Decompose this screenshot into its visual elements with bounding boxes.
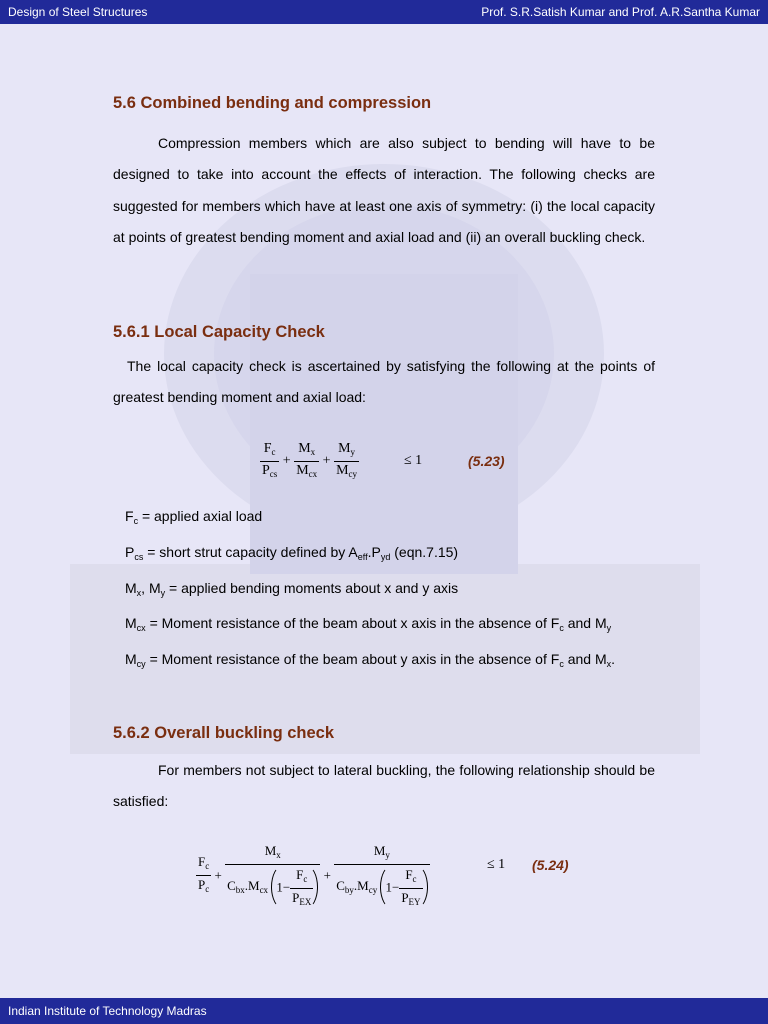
definition-mcx: $M_{cx}$ = Moment resistance of the beam about x axis in the absence of $F_c$ and $M_y$ — [125, 615, 612, 633]
authors: Prof. S.R.Satish Kumar and Prof. A.R.Santha Kumar — [481, 5, 760, 19]
section-heading-5-6-2: 5.6.2 Overall buckling check — [113, 724, 335, 742]
definition-pcs: $P_{cs}$ = short strut capacity defined by $A_{eff}.P_{yd}$ (eqn.7.15) — [125, 544, 459, 562]
paragraph-5-6-2: For members not subject to lateral buckling, the following relationship should be satisfied: — [113, 762, 655, 810]
section-heading-5-6: 5.6 Combined bending and compression — [113, 94, 432, 112]
paragraph-5-6: Compression members which are also subject to bending will have to be designed to take into account the effects of interaction. The following checks are suggested for members which have at least one axis of symmetry: (i) the local capacity at points of greatest bending moment and axial load and (ii) an overall buckling check. — [113, 135, 655, 245]
institute-name: Indian Institute of Technology Madras — [8, 1004, 207, 1018]
equation-5-24-inequality: ≤ 1 — [487, 857, 506, 872]
equation-5-23: $\frac{F_c}{P_{cs}}$ + $\frac{M_x}{M_{cx}}$ + $\frac{M_y}{M_{cy}}$ — [260, 440, 359, 483]
definition-mx-my: $M_x$, $M_y$ = applied bending moments about x and y axis — [125, 580, 459, 598]
course-title: Design of Steel Structures — [8, 5, 148, 19]
definition-fc: $F_c$ = applied axial load — [125, 508, 263, 526]
definition-mcy: $M_{cy}$ = Moment resistance of the beam about y axis in the absence of $F_c$ and $M_x$. — [125, 651, 616, 669]
equation-number-5-24: (5.24) — [532, 857, 569, 873]
equation-5-24: $\frac{F_c}{P_c}$ + $M_x$ $C_{bx}.M_{cx}$ 1− $\frac{F_c}{P_{EX}}$ + $M_y$ $C_{by}.M_{cy}$ 1− $\frac{F_c}{P_{EY}}$ — [196, 842, 430, 909]
equation-5-23-inequality: ≤ 1 — [404, 453, 423, 468]
section-heading-5-6-1: 5.6.1 Local Capacity Check — [113, 323, 325, 341]
paragraph-5-6-1: The local capacity check is ascertained by satisfying the following at the points of greatest bending moment and axial load: — [113, 358, 655, 406]
equation-number-5-23: (5.23) — [468, 453, 505, 469]
footer-bar — [0, 998, 768, 1024]
